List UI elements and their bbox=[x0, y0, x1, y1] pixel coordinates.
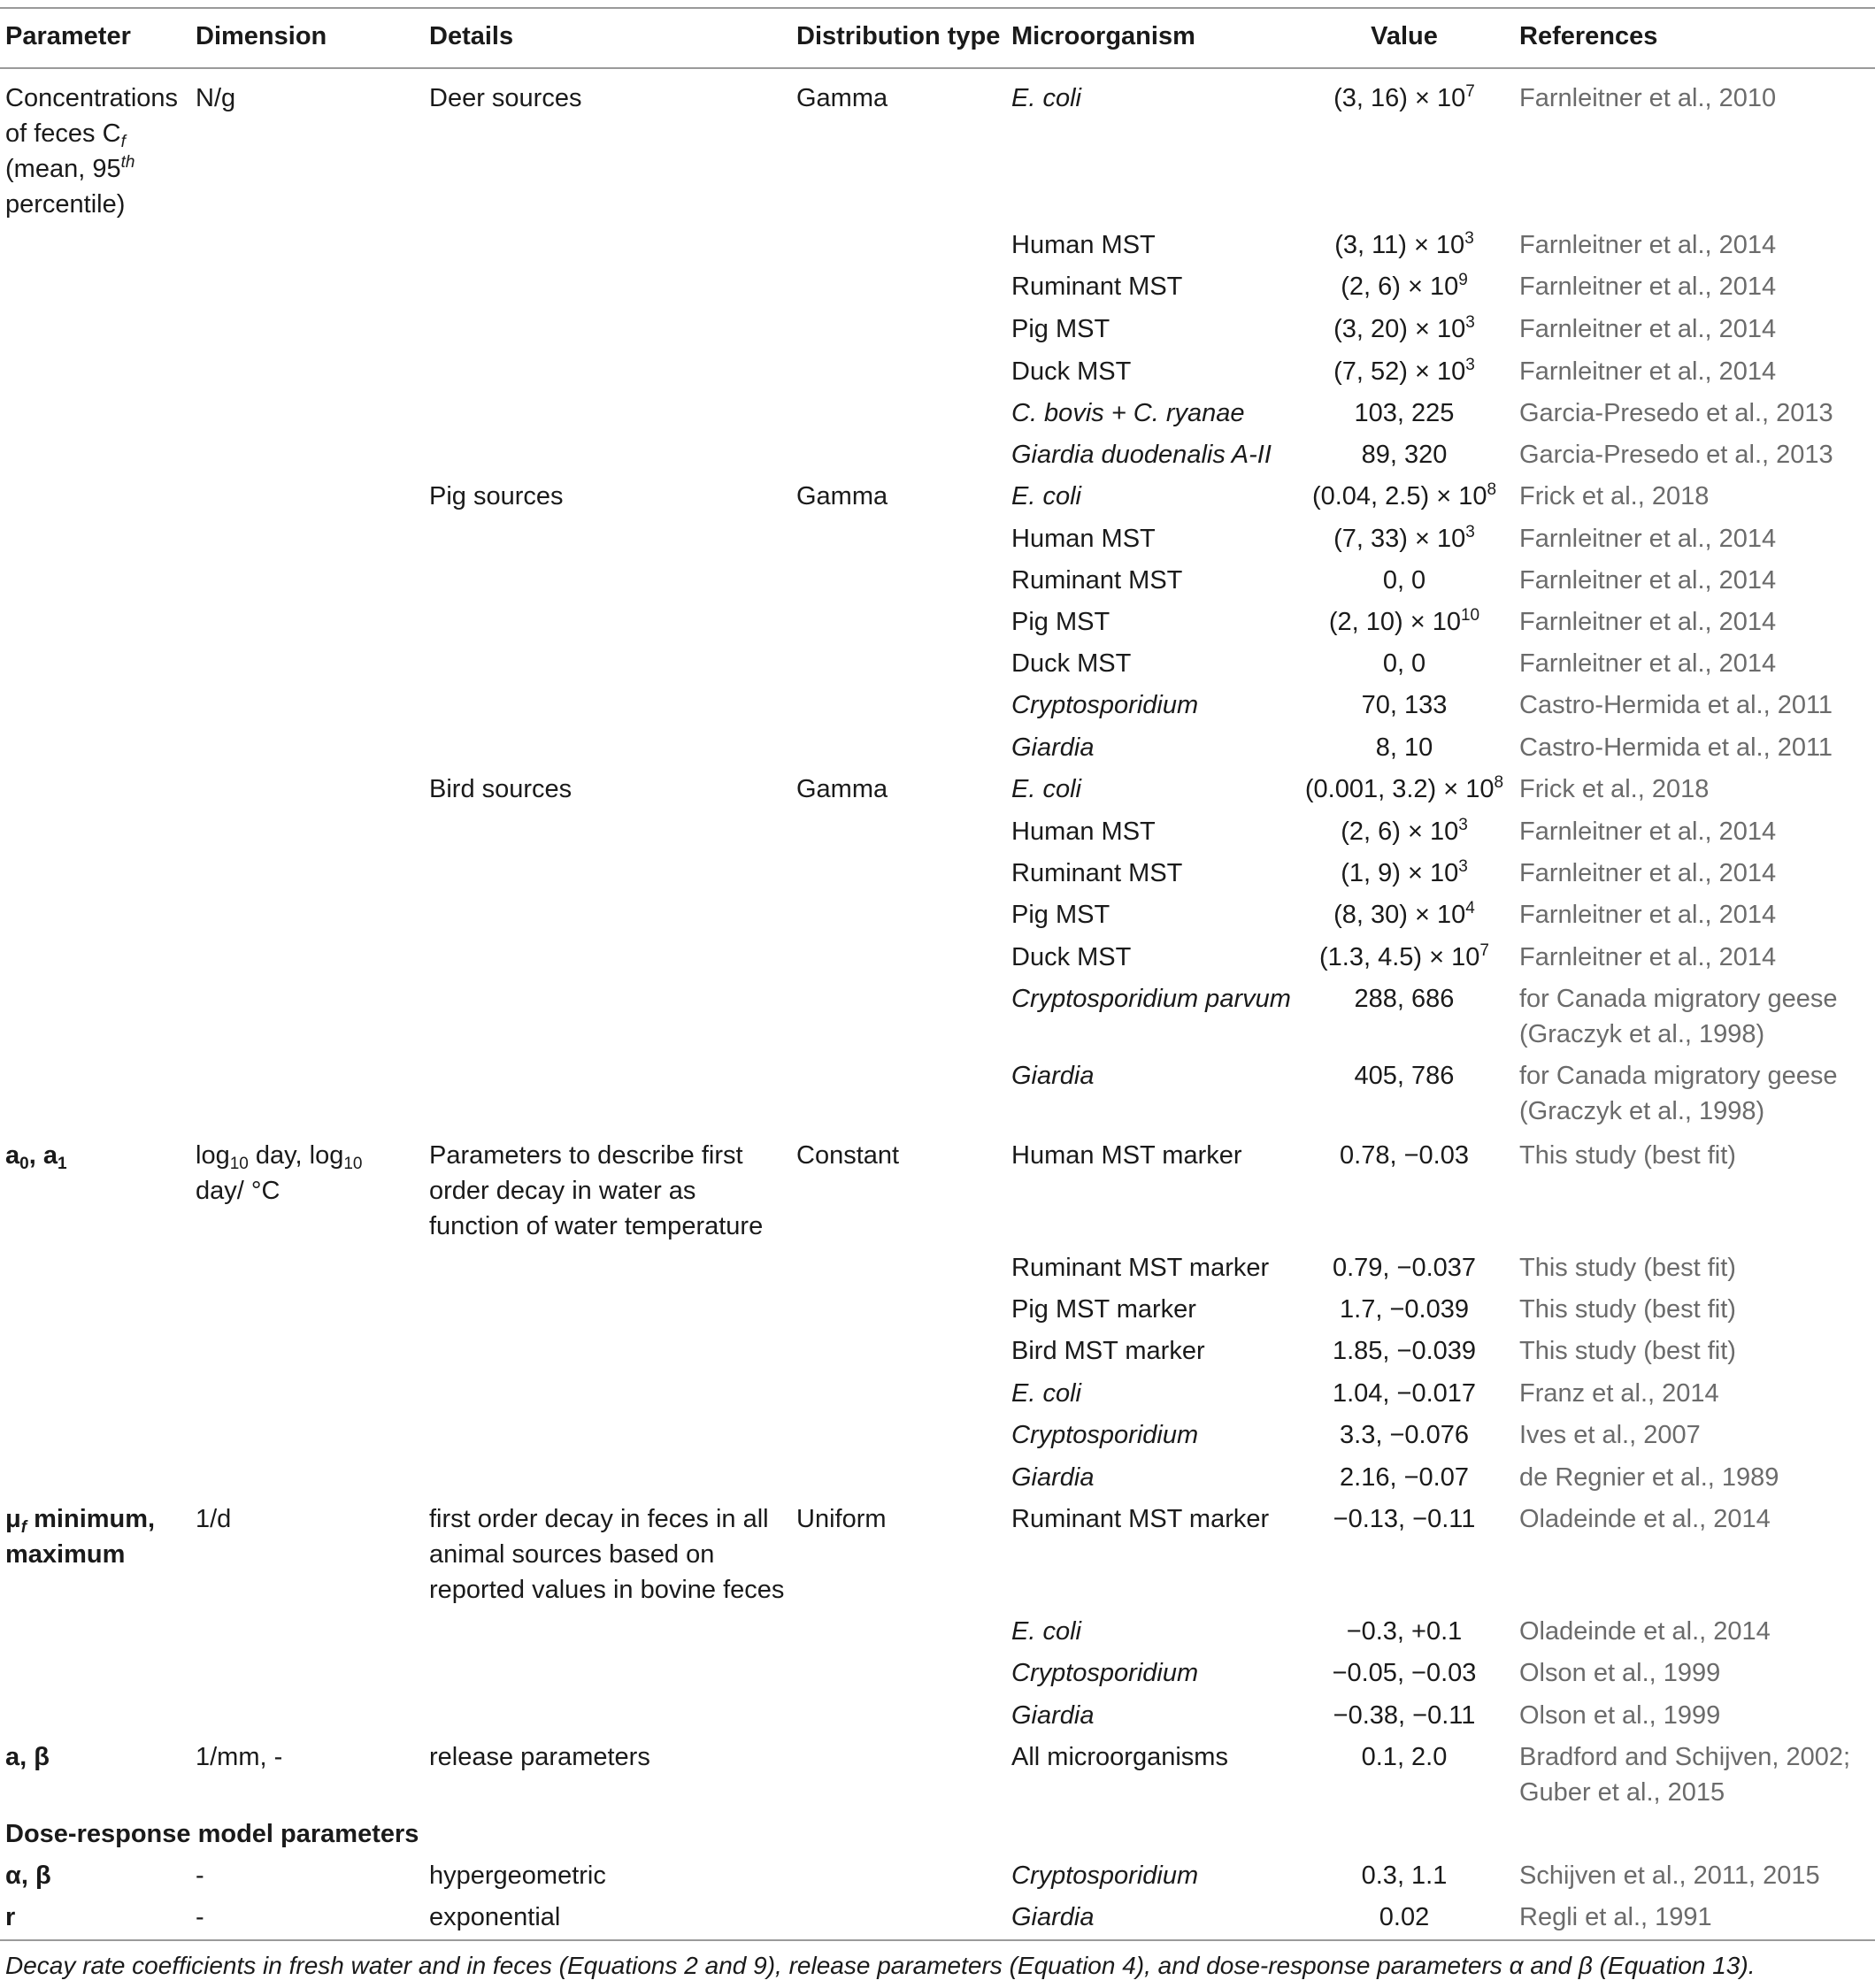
microorganism-cell: Pig MST bbox=[1011, 608, 1110, 636]
dose-response-heading: Dose-response model parameters bbox=[5, 1820, 419, 1848]
microorganism-cell: C. bovis + C. ryanae bbox=[1011, 399, 1245, 427]
value-cell bbox=[1276, 228, 1533, 263]
microorganism-cell: Pig MST bbox=[1011, 315, 1110, 343]
value-exponent: 3 bbox=[1465, 313, 1475, 332]
reference-cell: Garcia-Presedo et al., 2013 bbox=[1519, 399, 1833, 427]
value-cell bbox=[1276, 1502, 1533, 1537]
value-text: 0, 0 bbox=[1382, 566, 1426, 595]
microorganism-cell: Ruminant MST marker bbox=[1011, 1505, 1270, 1533]
reference-cell: Castro-Hermida et al., 2011 bbox=[1519, 733, 1833, 762]
microorganism-cell: Duck MST bbox=[1011, 943, 1132, 971]
microorganism-cell: Giardia bbox=[1011, 1701, 1095, 1730]
value-exponent: 8 bbox=[1494, 773, 1504, 792]
value-cell bbox=[1276, 647, 1533, 681]
value-text: 0, 0 bbox=[1382, 649, 1426, 678]
value-text: 70, 133 bbox=[1361, 691, 1448, 719]
value-cell bbox=[1276, 1699, 1533, 1733]
microorganism-cell: Cryptosporidium bbox=[1011, 1421, 1199, 1449]
param-cf-line3: (mean, 95th bbox=[5, 153, 135, 183]
dose-details-cell: hypergeometric bbox=[429, 1861, 606, 1890]
value-text: (8, 30) × 10 bbox=[1333, 901, 1466, 929]
microorganism-cell: Bird MST marker bbox=[1011, 1337, 1205, 1365]
value-text: 405, 786 bbox=[1354, 1062, 1455, 1090]
microorganism-cell: Pig MST marker bbox=[1011, 1295, 1196, 1324]
dose-reference-cell: Regli et al., 1991 bbox=[1519, 1903, 1712, 1931]
value-text: 103, 225 bbox=[1354, 399, 1455, 427]
header-parameter: Parameter bbox=[5, 22, 131, 50]
value-text: −0.3, +0.1 bbox=[1346, 1617, 1463, 1646]
value-cell bbox=[1276, 1418, 1533, 1453]
microorganism-cell: Cryptosporidium bbox=[1011, 691, 1199, 719]
header-references: References bbox=[1519, 22, 1658, 50]
table-top-rule bbox=[0, 7, 1875, 9]
reference-cell: Farnleitner et al., 2014 bbox=[1519, 566, 1777, 595]
reference-cell: Farnleitner et al., 2014 bbox=[1519, 817, 1777, 846]
header-distribution: Distribution type bbox=[796, 22, 1001, 50]
dimension-cf: N/g bbox=[196, 84, 236, 112]
microorganism-cell: Human MST bbox=[1011, 817, 1156, 846]
value-text: (7, 52) × 10 bbox=[1333, 357, 1466, 386]
value-exponent: 7 bbox=[1465, 82, 1475, 101]
value-text: (0.001, 3.2) × 10 bbox=[1304, 775, 1495, 803]
dose-microorganism-cell: Cryptosporidium bbox=[1011, 1861, 1199, 1890]
dimension-a01-line1: $\log_{10}$ day, $\log_{10}$ bbox=[196, 1141, 363, 1173]
value-cell bbox=[1276, 1139, 1533, 1173]
value-exponent: 9 bbox=[1458, 271, 1468, 289]
param-cf-line2: of feces $C_f$ bbox=[5, 119, 126, 151]
reference-cell: Oladeinde et al., 2014 bbox=[1519, 1505, 1771, 1533]
value-cell bbox=[1276, 480, 1533, 514]
value-text: 2.16, −0.07 bbox=[1340, 1463, 1469, 1492]
value-cell bbox=[1276, 772, 1533, 807]
header-value: Value bbox=[1371, 22, 1438, 50]
param-release: a, β bbox=[5, 1743, 50, 1771]
microorganism-cell: Human MST bbox=[1011, 231, 1156, 259]
value-cell bbox=[1276, 688, 1533, 723]
dose-value-cell: 0.3, 1.1 bbox=[1361, 1861, 1448, 1890]
reference-cell: Ives et al., 2007 bbox=[1519, 1421, 1701, 1449]
param-muf-line2: maximum bbox=[5, 1540, 126, 1569]
microorganism-cell: Giardia bbox=[1011, 1062, 1095, 1090]
microorganism-cell: Human MST marker bbox=[1011, 1141, 1242, 1170]
microorganism-cell: E. coli bbox=[1011, 1379, 1081, 1408]
dose-dimension-cell: - bbox=[196, 1903, 204, 1931]
value-exponent: 3 bbox=[1464, 229, 1474, 248]
dose-param-cell: r bbox=[5, 1903, 16, 1931]
value-text: (3, 20) × 10 bbox=[1333, 315, 1466, 343]
distribution-a01: Constant bbox=[796, 1141, 900, 1170]
dose-dimension-cell: - bbox=[196, 1861, 204, 1890]
value-cell bbox=[1276, 1334, 1533, 1369]
value-cell bbox=[1276, 81, 1533, 116]
reference-cell: Castro-Hermida et al., 2011 bbox=[1519, 691, 1833, 719]
microorganism-cell: Human MST bbox=[1011, 525, 1156, 553]
value-exponent: 3 bbox=[1458, 857, 1468, 876]
reference-cell: Farnleitner et al., 2014 bbox=[1519, 608, 1777, 636]
value-text: (1.3, 4.5) × 10 bbox=[1319, 943, 1480, 971]
value-cell bbox=[1276, 564, 1533, 598]
reference-cell: Olson et al., 1999 bbox=[1519, 1659, 1721, 1687]
value-text: −0.38, −0.11 bbox=[1333, 1701, 1476, 1730]
value-release: 0.1, 2.0 bbox=[1361, 1743, 1448, 1771]
table-bottom-rule bbox=[0, 1939, 1875, 1941]
details-muf-line3: reported values in bovine feces bbox=[429, 1576, 785, 1604]
value-text: 288, 686 bbox=[1354, 985, 1455, 1013]
value-cell bbox=[1276, 1615, 1533, 1649]
value-cell bbox=[1276, 1293, 1533, 1327]
value-text: 1.85, −0.039 bbox=[1332, 1337, 1477, 1365]
reference-cell: Farnleitner et al., 2014 bbox=[1519, 943, 1777, 971]
dimension-a01-line2: day/ °C bbox=[196, 1177, 280, 1205]
dose-reference-cell: Schijven et al., 2011, 2015 bbox=[1519, 1861, 1820, 1890]
microorganism-cell: Ruminant MST bbox=[1011, 566, 1183, 595]
reference-cell: for Canada migratory geese bbox=[1519, 1062, 1838, 1090]
value-cell bbox=[1276, 856, 1533, 891]
microorganism-cell: Duck MST bbox=[1011, 357, 1132, 386]
dose-param-cell: α, β bbox=[5, 1861, 51, 1890]
microorganism-cell: Ruminant MST bbox=[1011, 272, 1183, 301]
details-deer: Deer sources bbox=[429, 84, 582, 112]
microorganism-cell: E. coli bbox=[1011, 482, 1081, 510]
value-text: 0.79, −0.037 bbox=[1332, 1254, 1477, 1282]
param-cf-line4: percentile) bbox=[5, 190, 126, 219]
value-cell bbox=[1276, 1377, 1533, 1411]
microorganism-cell: Giardia duodenalis A-II bbox=[1011, 441, 1272, 469]
value-text: (2, 10) × 10 bbox=[1328, 608, 1461, 636]
microorganism-cell: Ruminant MST marker bbox=[1011, 1254, 1270, 1282]
reference-cell: Oladeinde et al., 2014 bbox=[1519, 1617, 1771, 1646]
value-text: (0.04, 2.5) × 10 bbox=[1311, 482, 1487, 510]
value-text: (2, 6) × 10 bbox=[1341, 817, 1459, 846]
details-muf-line2: animal sources based on bbox=[429, 1540, 715, 1569]
value-exponent: 7 bbox=[1479, 941, 1489, 960]
dimension-muf: 1/d bbox=[196, 1505, 232, 1533]
value-cell bbox=[1276, 898, 1533, 933]
value-cell bbox=[1276, 1656, 1533, 1691]
reference-cell: Frick et al., 2018 bbox=[1519, 775, 1710, 803]
micro-release: All microorganisms bbox=[1011, 1743, 1228, 1771]
header-dimension: Dimension bbox=[196, 22, 327, 50]
reference-cell-line2: (Graczyk et al., 1998) bbox=[1519, 1097, 1765, 1125]
value-text: (3, 11) × 10 bbox=[1334, 231, 1465, 259]
reference-cell-line2: (Graczyk et al., 1998) bbox=[1519, 1020, 1765, 1048]
reference-cell: Olson et al., 1999 bbox=[1519, 1701, 1721, 1730]
microorganism-cell: E. coli bbox=[1011, 84, 1081, 112]
value-text: (1, 9) × 10 bbox=[1341, 859, 1459, 887]
microorganism-cell: Ruminant MST bbox=[1011, 859, 1183, 887]
value-text: 0.78, −0.03 bbox=[1340, 1141, 1469, 1170]
value-cell bbox=[1276, 522, 1533, 556]
value-cell bbox=[1276, 355, 1533, 389]
details-a01-line3: function of water temperature bbox=[429, 1212, 764, 1240]
reference-cell: Franz et al., 2014 bbox=[1519, 1379, 1719, 1408]
ref-release-line1: Bradford and Schijven, 2002; bbox=[1519, 1743, 1851, 1771]
dose-value-cell: 0.02 bbox=[1379, 1903, 1430, 1931]
reference-cell: This study (best fit) bbox=[1519, 1254, 1736, 1282]
distribution-deer: Gamma bbox=[796, 84, 888, 112]
details-bird: Bird sources bbox=[429, 775, 572, 803]
reference-cell: Farnleitner et al., 2014 bbox=[1519, 315, 1777, 343]
param-a0-a1: $a_0$, $a_1$ bbox=[5, 1141, 67, 1173]
value-cell bbox=[1276, 815, 1533, 849]
header-rule bbox=[0, 67, 1875, 69]
microorganism-cell: E. coli bbox=[1011, 1617, 1081, 1646]
header-microorganism: Microorganism bbox=[1011, 22, 1195, 50]
microorganism-cell: Duck MST bbox=[1011, 649, 1132, 678]
value-exponent: 4 bbox=[1465, 899, 1475, 917]
param-muf-line1: $\mu_f$ minimum, bbox=[5, 1505, 156, 1537]
reference-cell: for Canada migratory geese bbox=[1519, 985, 1838, 1013]
microorganism-cell: Pig MST bbox=[1011, 901, 1110, 929]
distribution-pig: Gamma bbox=[796, 482, 888, 510]
value-text: 89, 320 bbox=[1361, 441, 1448, 469]
value-cell bbox=[1276, 312, 1533, 347]
value-cell bbox=[1276, 605, 1533, 640]
ref-release-line2: Guber et al., 2015 bbox=[1519, 1778, 1725, 1807]
value-exponent: 3 bbox=[1465, 523, 1475, 541]
reference-cell: Farnleitner et al., 2014 bbox=[1519, 525, 1777, 553]
microorganism-cell: Cryptosporidium bbox=[1011, 1659, 1199, 1687]
header-details: Details bbox=[429, 22, 514, 50]
distribution-bird: Gamma bbox=[796, 775, 888, 803]
value-exponent: 3 bbox=[1458, 816, 1468, 834]
value-exponent: 8 bbox=[1487, 480, 1497, 499]
reference-cell: Garcia-Presedo et al., 2013 bbox=[1519, 441, 1833, 469]
value-text: (2, 6) × 10 bbox=[1341, 272, 1459, 301]
details-release: release parameters bbox=[429, 1743, 650, 1771]
reference-cell: This study (best fit) bbox=[1519, 1337, 1736, 1365]
reference-cell: Farnleitner et al., 2014 bbox=[1519, 231, 1777, 259]
table-caption: Decay rate coefficients in fresh water and in feces (Equations 2 and 9), release parameters (Equation 4), and dose-response parameters α and β (Equation 13). bbox=[5, 1952, 1756, 1979]
value-text: 1.04, −0.017 bbox=[1332, 1379, 1477, 1408]
reference-cell: Farnleitner et al., 2014 bbox=[1519, 649, 1777, 678]
reference-cell: Farnleitner et al., 2014 bbox=[1519, 859, 1777, 887]
dose-details-cell: exponential bbox=[429, 1903, 561, 1931]
value-text: (3, 16) × 10 bbox=[1333, 84, 1466, 112]
value-cell bbox=[1276, 1059, 1533, 1094]
details-a01-line2: order decay in water as bbox=[429, 1177, 696, 1205]
microorganism-cell: Giardia bbox=[1011, 733, 1095, 762]
reference-cell: Frick et al., 2018 bbox=[1519, 482, 1710, 510]
value-text: 8, 10 bbox=[1375, 733, 1433, 762]
value-text: 1.7, −0.039 bbox=[1340, 1295, 1469, 1324]
reference-cell: Farnleitner et al., 2014 bbox=[1519, 272, 1777, 301]
details-pig: Pig sources bbox=[429, 482, 564, 510]
value-text: −0.13, −0.11 bbox=[1333, 1505, 1476, 1533]
value-cell bbox=[1276, 940, 1533, 975]
param-cf-line1: Concentrations bbox=[5, 84, 179, 112]
details-a01-line1: Parameters to describe first bbox=[429, 1141, 743, 1170]
reference-cell: de Regnier et al., 1989 bbox=[1519, 1463, 1779, 1492]
value-cell bbox=[1276, 270, 1533, 304]
reference-cell: This study (best fit) bbox=[1519, 1141, 1736, 1170]
microorganism-cell: Giardia bbox=[1011, 1463, 1095, 1492]
value-exponent: 3 bbox=[1465, 356, 1475, 374]
value-text: −0.05, −0.03 bbox=[1332, 1659, 1477, 1687]
dose-microorganism-cell: Giardia bbox=[1011, 1903, 1095, 1931]
value-cell bbox=[1276, 396, 1533, 431]
value-exponent: 10 bbox=[1460, 606, 1480, 625]
reference-cell: Farnleitner et al., 2014 bbox=[1519, 901, 1777, 929]
reference-cell: Farnleitner et al., 2010 bbox=[1519, 84, 1777, 112]
value-cell bbox=[1276, 1461, 1533, 1495]
details-muf-line1: first order decay in feces in all bbox=[429, 1505, 769, 1533]
reference-cell: Farnleitner et al., 2014 bbox=[1519, 357, 1777, 386]
value-text: 3.3, −0.076 bbox=[1340, 1421, 1469, 1449]
microorganism-cell: E. coli bbox=[1011, 775, 1081, 803]
value-text: (7, 33) × 10 bbox=[1333, 525, 1466, 553]
value-cell bbox=[1276, 731, 1533, 765]
value-cell bbox=[1276, 1251, 1533, 1286]
distribution-muf: Uniform bbox=[796, 1505, 887, 1533]
dimension-release: 1/mm, - bbox=[196, 1743, 283, 1771]
value-cell bbox=[1276, 982, 1533, 1017]
reference-cell: This study (best fit) bbox=[1519, 1295, 1736, 1324]
microorganism-cell: Cryptosporidium parvum bbox=[1011, 985, 1291, 1013]
value-cell bbox=[1276, 438, 1533, 472]
